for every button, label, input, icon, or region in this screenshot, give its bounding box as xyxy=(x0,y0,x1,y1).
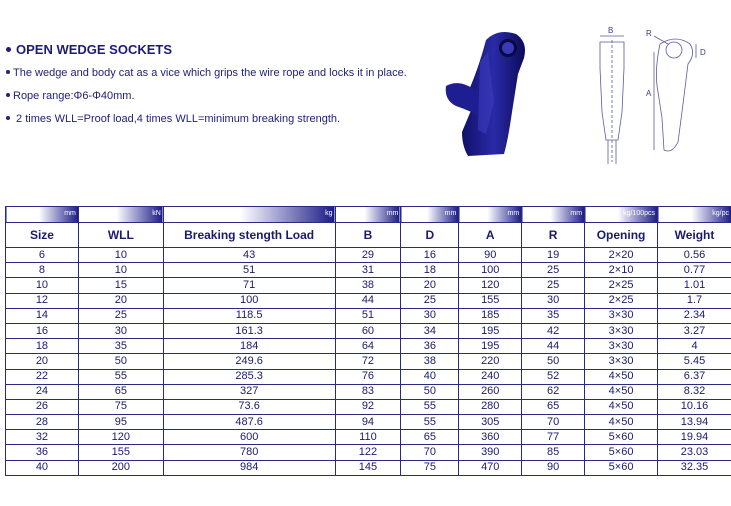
table-cell: 195 xyxy=(459,323,522,338)
table-cell: 25 xyxy=(401,293,459,308)
wedge-socket-diagram xyxy=(584,22,714,167)
unit-cell: mm xyxy=(459,207,522,223)
table-cell: 10 xyxy=(6,278,79,293)
table-cell: 62 xyxy=(522,384,585,399)
column-header: R xyxy=(522,223,585,248)
table-cell: 0.56 xyxy=(658,248,731,263)
table-cell: 35 xyxy=(522,308,585,323)
bullet-line-2 xyxy=(6,90,135,102)
table-cell: 5×60 xyxy=(585,445,658,460)
table-cell: 8 xyxy=(6,263,79,278)
table-cell: 6.37 xyxy=(658,369,731,384)
diagram-label-a: A xyxy=(646,89,652,98)
table-cell: 64 xyxy=(335,339,401,354)
table-cell: 50 xyxy=(522,354,585,369)
table-cell: 280 xyxy=(459,399,522,414)
spec-table xyxy=(5,206,731,476)
table-cell: 155 xyxy=(459,293,522,308)
table-cell: 184 xyxy=(163,339,335,354)
table-cell: 51 xyxy=(163,263,335,278)
table-cell: 487.6 xyxy=(163,415,335,430)
table-cell: 3×30 xyxy=(585,308,658,323)
table-cell: 22 xyxy=(6,369,79,384)
table-cell: 3×30 xyxy=(585,323,658,338)
column-header: Weight xyxy=(658,223,731,248)
table-cell: 8.32 xyxy=(658,384,731,399)
table-row xyxy=(6,384,731,399)
table-cell: 120 xyxy=(459,278,522,293)
unit-cell: mm xyxy=(522,207,585,223)
unit-cell: kg/100pcs xyxy=(585,207,658,223)
table-cell: 1.01 xyxy=(658,278,731,293)
table-row xyxy=(6,445,731,460)
table-cell: 60 xyxy=(335,323,401,338)
table-cell: 40 xyxy=(401,369,459,384)
diagram-pin-circle xyxy=(666,42,682,58)
diagram-r-leader xyxy=(654,36,668,44)
column-header: D xyxy=(401,223,459,248)
table-row xyxy=(6,399,731,414)
table-cell: 51 xyxy=(335,308,401,323)
table-cell: 780 xyxy=(163,445,335,460)
unit-cell: mm xyxy=(6,207,79,223)
table-cell: 75 xyxy=(401,460,459,475)
table-cell: 15 xyxy=(78,278,163,293)
table-cell: 23.03 xyxy=(658,445,731,460)
table-cell: 28 xyxy=(6,415,79,430)
table-cell: 240 xyxy=(459,369,522,384)
table-cell: 285.3 xyxy=(163,369,335,384)
table-cell: 55 xyxy=(78,369,163,384)
table-cell: 25 xyxy=(522,278,585,293)
table-cell: 10 xyxy=(78,263,163,278)
table-row xyxy=(6,263,731,278)
table-cell: 24 xyxy=(6,384,79,399)
table-cell: 155 xyxy=(78,445,163,460)
table-cell: 40 xyxy=(6,460,79,475)
table-cell: 600 xyxy=(163,430,335,445)
table-cell: 19 xyxy=(522,248,585,263)
table-cell: 122 xyxy=(335,445,401,460)
bullet-dot xyxy=(6,70,10,74)
table-cell: 50 xyxy=(401,384,459,399)
unit-cell: kg/pc xyxy=(658,207,731,223)
table-row xyxy=(6,339,731,354)
socket-pin xyxy=(502,42,514,54)
diagram-label-b: B xyxy=(608,26,614,35)
table-cell: 249.6 xyxy=(163,354,335,369)
table-row xyxy=(6,460,731,475)
table-row xyxy=(6,415,731,430)
table-cell: 70 xyxy=(522,415,585,430)
table-cell: 38 xyxy=(401,354,459,369)
table-cell: 145 xyxy=(335,460,401,475)
header-row xyxy=(6,223,731,248)
table-cell: 44 xyxy=(335,293,401,308)
table-cell: 76 xyxy=(335,369,401,384)
bullet-line-3 xyxy=(6,113,340,125)
table-cell: 55 xyxy=(401,415,459,430)
column-header: Size xyxy=(6,223,79,248)
table-cell: 85 xyxy=(522,445,585,460)
column-header: B xyxy=(335,223,401,248)
table-cell: 16 xyxy=(401,248,459,263)
table-cell: 2×10 xyxy=(585,263,658,278)
table-cell: 32.35 xyxy=(658,460,731,475)
table-cell: 65 xyxy=(401,430,459,445)
table-cell: 5.45 xyxy=(658,354,731,369)
table-cell: 100 xyxy=(459,263,522,278)
table-cell: 3×30 xyxy=(585,339,658,354)
column-header: Breaking stength Load xyxy=(163,223,335,248)
table-cell: 3×30 xyxy=(585,354,658,369)
table-cell: 90 xyxy=(459,248,522,263)
table-row xyxy=(6,354,731,369)
bullet-text-1: The wedge and body cat as a vice which grips the wire rope and locks it in place. xyxy=(13,67,407,79)
table-cell: 14 xyxy=(6,308,79,323)
column-header: A xyxy=(459,223,522,248)
table-cell: 34 xyxy=(401,323,459,338)
table-cell: 26 xyxy=(6,399,79,414)
table-cell: 32 xyxy=(6,430,79,445)
table-cell: 2×20 xyxy=(585,248,658,263)
table-cell: 25 xyxy=(78,308,163,323)
table-cell: 4×50 xyxy=(585,384,658,399)
table-cell: 360 xyxy=(459,430,522,445)
table-row xyxy=(6,323,731,338)
bullet-line-1 xyxy=(6,67,407,79)
table-cell: 94 xyxy=(335,415,401,430)
table-cell: 390 xyxy=(459,445,522,460)
page-title-text: OPEN WEDGE SOCKETS xyxy=(16,42,173,57)
table-cell: 20 xyxy=(6,354,79,369)
table-cell: 70 xyxy=(401,445,459,460)
table-cell: 200 xyxy=(78,460,163,475)
table-cell: 12 xyxy=(6,293,79,308)
table-cell: 20 xyxy=(78,293,163,308)
table-cell: 5×60 xyxy=(585,460,658,475)
table-cell: 35 xyxy=(78,339,163,354)
table-cell: 5×60 xyxy=(585,430,658,445)
unit-cell: kg xyxy=(163,207,335,223)
table-cell: 75 xyxy=(78,399,163,414)
table-cell: 50 xyxy=(78,354,163,369)
table-cell: 19.94 xyxy=(658,430,731,445)
table-cell: 73.6 xyxy=(163,399,335,414)
table-cell: 2×25 xyxy=(585,278,658,293)
table-cell: 65 xyxy=(78,384,163,399)
table-cell: 195 xyxy=(459,339,522,354)
table-cell: 30 xyxy=(401,308,459,323)
unit-cell: mm xyxy=(401,207,459,223)
table-cell: 36 xyxy=(401,339,459,354)
table-cell: 185 xyxy=(459,308,522,323)
table-cell: 2.34 xyxy=(658,308,731,323)
table-cell: 4×50 xyxy=(585,415,658,430)
table-cell: 4×50 xyxy=(585,369,658,384)
units-row xyxy=(6,207,731,223)
table-cell: 305 xyxy=(459,415,522,430)
table-cell: 71 xyxy=(163,278,335,293)
table-cell: 1.7 xyxy=(658,293,731,308)
table-cell: 29 xyxy=(335,248,401,263)
table-cell: 77 xyxy=(522,430,585,445)
table-cell: 30 xyxy=(78,323,163,338)
bullet-dot xyxy=(6,93,10,97)
table-cell: 4×50 xyxy=(585,399,658,414)
bullet-dot xyxy=(6,47,11,52)
table-cell: 120 xyxy=(78,430,163,445)
table-cell: 260 xyxy=(459,384,522,399)
table-cell: 470 xyxy=(459,460,522,475)
unit-cell: kN xyxy=(78,207,163,223)
column-header: WLL xyxy=(78,223,163,248)
table-cell: 25 xyxy=(522,263,585,278)
table-cell: 161.3 xyxy=(163,323,335,338)
table-cell: 36 xyxy=(6,445,79,460)
diagram-label-d: D xyxy=(700,48,706,57)
table-cell: 31 xyxy=(335,263,401,278)
table-cell: 95 xyxy=(78,415,163,430)
table-cell: 100 xyxy=(163,293,335,308)
table-cell: 90 xyxy=(522,460,585,475)
table-cell: 38 xyxy=(335,278,401,293)
table-cell: 10 xyxy=(78,248,163,263)
table-cell: 42 xyxy=(522,323,585,338)
table-cell: 220 xyxy=(459,354,522,369)
column-header: Opening xyxy=(585,223,658,248)
table-cell: 4 xyxy=(658,339,731,354)
table-cell: 65 xyxy=(522,399,585,414)
table-row xyxy=(6,430,731,445)
table-cell: 18 xyxy=(6,339,79,354)
bullet-text-3: 2 times WLL=Proof load,4 times WLL=minimum breaking strength. xyxy=(13,113,341,125)
wedge-socket-photo xyxy=(438,22,538,162)
table-cell: 55 xyxy=(401,399,459,414)
table-cell: 13.94 xyxy=(658,415,731,430)
table-cell: 43 xyxy=(163,248,335,263)
unit-cell: mm xyxy=(335,207,401,223)
diagram-side-view xyxy=(656,39,692,151)
table-cell: 83 xyxy=(335,384,401,399)
table-cell: 18 xyxy=(401,263,459,278)
page-title xyxy=(6,42,172,57)
bullet-dot xyxy=(6,116,10,120)
table-cell: 20 xyxy=(401,278,459,293)
table-cell: 30 xyxy=(522,293,585,308)
table-cell: 10.16 xyxy=(658,399,731,414)
table-row xyxy=(6,293,731,308)
table-cell: 6 xyxy=(6,248,79,263)
table-cell: 16 xyxy=(6,323,79,338)
table-cell: 3.27 xyxy=(658,323,731,338)
table-cell: 72 xyxy=(335,354,401,369)
diagram-label-r: R xyxy=(646,29,652,38)
table-cell: 52 xyxy=(522,369,585,384)
table-row xyxy=(6,248,731,263)
table-cell: 110 xyxy=(335,430,401,445)
table-cell: 44 xyxy=(522,339,585,354)
table-cell: 92 xyxy=(335,399,401,414)
bullet-text-2: Rope range:Φ6-Φ40mm. xyxy=(13,90,135,102)
table-row xyxy=(6,369,731,384)
table-row xyxy=(6,308,731,323)
table-cell: 327 xyxy=(163,384,335,399)
table-row xyxy=(6,278,731,293)
table-cell: 0.77 xyxy=(658,263,731,278)
table-cell: 984 xyxy=(163,460,335,475)
table-cell: 2×25 xyxy=(585,293,658,308)
table-cell: 118.5 xyxy=(163,308,335,323)
